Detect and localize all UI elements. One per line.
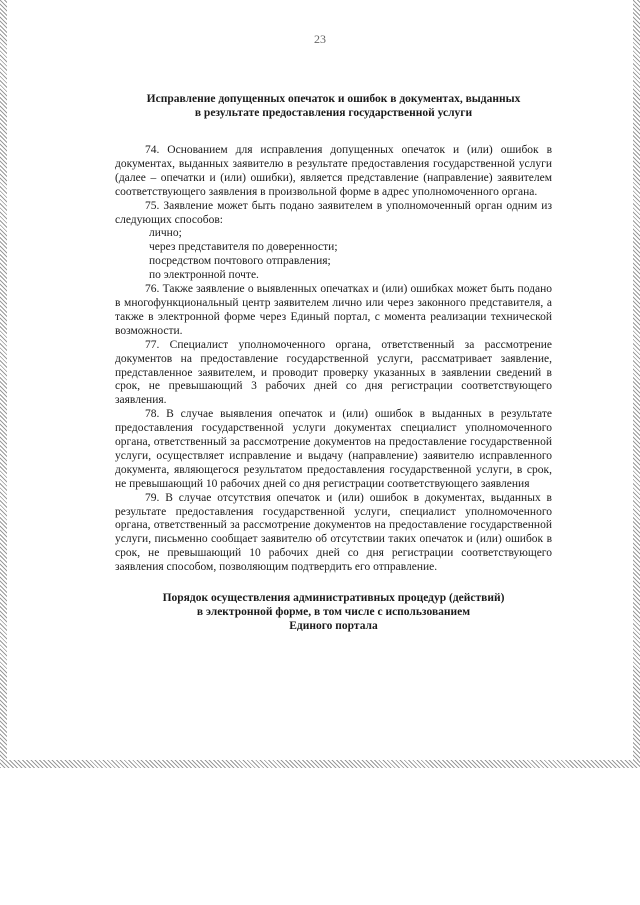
document-body <box>115 92 552 633</box>
section-heading-line: Единого портала <box>289 620 378 633</box>
section-heading-corrections <box>115 92 552 120</box>
page-number: 23 <box>314 32 326 46</box>
section-heading-line: Исправление допущенных опечаток и ошибок в документах, выданных <box>146 93 521 105</box>
section-heading-line: в результате предоставления государственной услуги <box>194 107 473 119</box>
list-item-representative: через представителя по доверенности; <box>149 241 338 254</box>
list-item-post: посредством почтового отправления; <box>149 255 331 268</box>
paragraph-76: 76. Также заявление о выявленных опечатках и (или) ошибках может быть подано в многофункциональный центр заявителем лично или через законного представителя, а также в электронной форме через Единый портал, с момента реализации технической возможности. <box>115 283 552 337</box>
right-scan-border <box>633 0 640 760</box>
paragraph-78: 78. В случае выявления опечаток и (или) ошибок в выданных в результате предоставления государственной услуги документах специалист уполномоченного органа, ответственный за рассмотрение документов на предоставление государственной услуги, осуществляет исправление и выдачу (направление) заявителю исправленного документа, являющегося результатом предоставления государственной услуги, в срок, не превышающий 10 рабочих дней со дня регистрации соответствующего заявления <box>115 408 552 490</box>
section-heading-line: Порядок осуществления административных процедур (действий) <box>162 592 505 605</box>
section-heading-line: в электронной форме, в том числе с использованием <box>196 606 471 619</box>
paragraph-79: 79. В случае отсутствия опечаток и (или) ошибок в документах, выданных в результате предоставления государственной услуги, специалист уполномоченного органа, ответственный за рассмотрение документов на предоставление государственной услуги, письменно сообщает заявителю об отсутствии таких опечаток и (или) ошибок в срок, не превышающий 10 рабочих дней со дня регистрации соответствующего заявления способом, позволяющим подтвердить его отправление. <box>115 491 552 574</box>
paragraph-75: 75. Заявление может быть подано заявителем в уполномоченный орган одним из следующих способов: <box>115 199 552 226</box>
left-scan-border <box>0 0 7 760</box>
bottom-scan-border <box>0 760 640 768</box>
paragraph-74: 74. Основанием для исправления допущенных опечаток и (или) ошибок в документах, выданных заявителю в результате предоставления государственной услуги (далее – опечатки и (или) ошибки), является представление (направление) заявителем соответствующего заявления в произвольной форме в адрес уполномоченного органа. <box>115 144 552 198</box>
list-item-in-person: лично; <box>149 227 182 240</box>
section-heading-electronic <box>115 591 552 633</box>
paragraph-77: 77. Специалист уполномоченного органа, ответственный за рассмотрение документов на предоставление государственной услуги, рассматривает заявление, представленное заявителем, и проводит проверку указанных в заявлении сведений в срок, не превышающий 3 рабочих дней со дня регистрации соответствующего заявления. <box>115 338 552 407</box>
list-item-email: по электронной почте. <box>149 269 259 282</box>
